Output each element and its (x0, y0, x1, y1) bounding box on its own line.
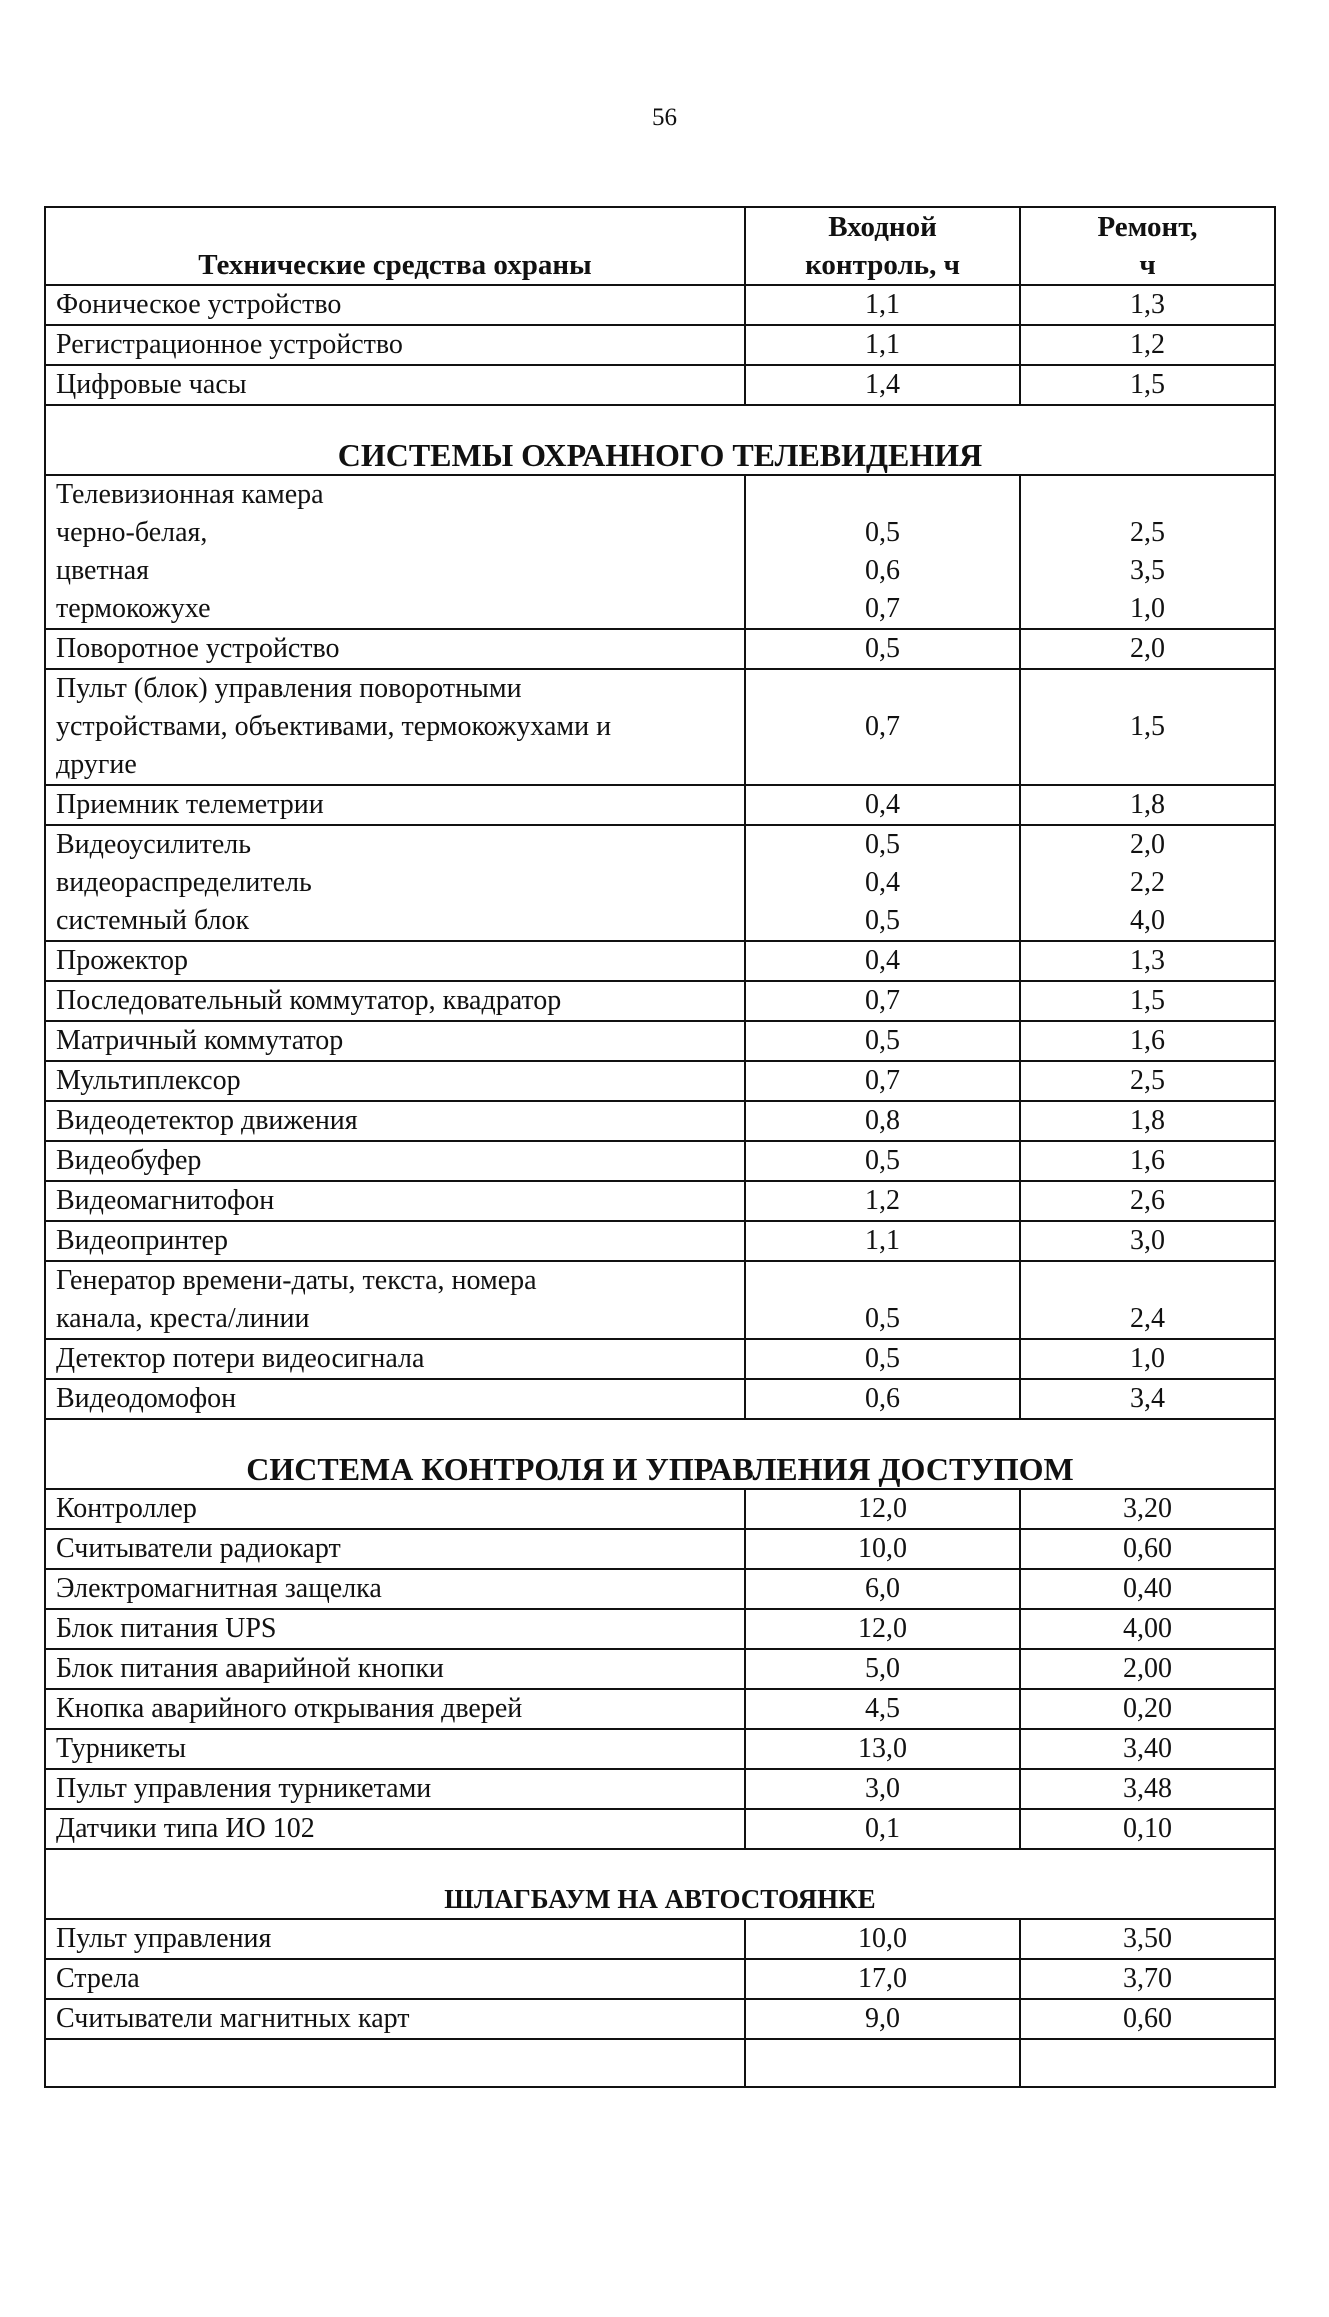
table-row (45, 1729, 1275, 1769)
equipment-name: Блок питания аварийной кнопки (45, 1649, 745, 1689)
empty-cell (745, 2039, 1020, 2087)
page-number: 56 (652, 104, 677, 131)
equipment-name: Генератор времени-даты, текста, номера канала, креста/линии (45, 1261, 745, 1339)
table-row (45, 1339, 1275, 1379)
repair-value: 3,48 (1020, 1769, 1275, 1809)
repair-value: 0,40 (1020, 1569, 1275, 1609)
input-control-value: 0,4 (745, 941, 1020, 981)
repair-value: 4,00 (1020, 1609, 1275, 1649)
table-row (45, 669, 1275, 785)
repair-value: 1,5 (1020, 669, 1275, 785)
section-title-cctv: СИСТЕМЫ ОХРАННОГО ТЕЛЕВИДЕНИЯ (45, 405, 1275, 475)
equipment-name: Телевизионная камера черно-белая, цветная термокожухе (45, 475, 745, 629)
repair-value: 0,20 (1020, 1689, 1275, 1729)
input-control-value: 0,7 (745, 669, 1020, 785)
section-row (45, 1419, 1275, 1489)
equipment-name: Регистрационное устройство (45, 325, 745, 365)
equipment-name: Видеобуфер (45, 1141, 745, 1181)
equipment-name: Пульт (блок) управления поворотными устройствами, объективами, термокожухами и другие (45, 669, 745, 785)
equipment-name: Детектор потери видеосигнала (45, 1339, 745, 1379)
equipment-name: Видеопринтер (45, 1221, 745, 1261)
table-row (45, 1261, 1275, 1339)
equipment-name: Фоническое устройство (45, 285, 745, 325)
repair-value: 1,6 (1020, 1021, 1275, 1061)
input-control-value: 1,1 (745, 285, 1020, 325)
equipment-name: Поворотное устройство (45, 629, 745, 669)
input-control-value: 9,0 (745, 1999, 1020, 2039)
equipment-name: Видеодомофон (45, 1379, 745, 1419)
table-row (45, 1689, 1275, 1729)
section-row (45, 1849, 1275, 1919)
input-control-value: 0,5 (745, 1141, 1020, 1181)
table-row (45, 325, 1275, 365)
input-control-value: 1,2 (745, 1181, 1020, 1221)
table-row (45, 1101, 1275, 1141)
table-row (45, 1999, 1275, 2039)
table-row (45, 1569, 1275, 1609)
table-row (45, 825, 1275, 941)
maintenance-norms-table (44, 206, 1276, 2088)
input-control-value: 1,1 (745, 1221, 1020, 1261)
input-control-value: 0,5 (745, 1339, 1020, 1379)
empty-cell (1020, 2039, 1275, 2087)
repair-value: 3,40 (1020, 1729, 1275, 1769)
input-control-value: 0,7 (745, 1061, 1020, 1101)
repair-value: 0,60 (1020, 1999, 1275, 2039)
input-control-value: 0,8 (745, 1101, 1020, 1141)
repair-value: 1,8 (1020, 785, 1275, 825)
table-row (45, 285, 1275, 325)
input-control-value: 10,0 (745, 1529, 1020, 1569)
table-row (45, 1181, 1275, 1221)
input-control-value: 0,5 0,4 0,5 (745, 825, 1020, 941)
equipment-name: Стрела (45, 1959, 745, 1999)
input-control-value: 10,0 (745, 1919, 1020, 1959)
table-row (45, 475, 1275, 629)
repair-value: 1,0 (1020, 1339, 1275, 1379)
equipment-name: Последовательный коммутатор, квадратор (45, 981, 745, 1021)
input-control-value: 0,1 (745, 1809, 1020, 1849)
repair-value: 2,5 (1020, 1061, 1275, 1101)
table-row (45, 1221, 1275, 1261)
input-control-value: 13,0 (745, 1729, 1020, 1769)
input-control-value: 0,5 0,6 0,7 (745, 475, 1020, 629)
input-control-value: 1,1 (745, 325, 1020, 365)
repair-value: 1,5 (1020, 365, 1275, 405)
table-row (45, 1919, 1275, 1959)
table-row (45, 1489, 1275, 1529)
equipment-name: Электромагнитная защелка (45, 1569, 745, 1609)
repair-value: 3,4 (1020, 1379, 1275, 1419)
equipment-name: Видеомагнитофон (45, 1181, 745, 1221)
equipment-name: Датчики типа ИО 102 (45, 1809, 745, 1849)
table-row (45, 785, 1275, 825)
input-control-value: 0,4 (745, 785, 1020, 825)
table-row-empty (45, 2039, 1275, 2087)
table-row (45, 1379, 1275, 1419)
input-control-value: 12,0 (745, 1489, 1020, 1529)
table-row (45, 1649, 1275, 1689)
table-row (45, 1021, 1275, 1061)
equipment-name: Пульт управления турникетами (45, 1769, 745, 1809)
input-control-value: 4,5 (745, 1689, 1020, 1729)
repair-value: 0,60 (1020, 1529, 1275, 1569)
input-control-value: 12,0 (745, 1609, 1020, 1649)
equipment-name: Видеоусилитель видеораспределитель системный блок (45, 825, 745, 941)
table-row (45, 629, 1275, 669)
equipment-name: Прожектор (45, 941, 745, 981)
table-row (45, 365, 1275, 405)
table-row (45, 1609, 1275, 1649)
equipment-name: Видеодетектор движения (45, 1101, 745, 1141)
equipment-name: Считыватели радиокарт (45, 1529, 745, 1569)
equipment-name: Приемник телеметрии (45, 785, 745, 825)
equipment-name: Матричный коммутатор (45, 1021, 745, 1061)
equipment-name: Турникеты (45, 1729, 745, 1769)
input-control-value: 3,0 (745, 1769, 1020, 1809)
repair-value: 3,50 (1020, 1919, 1275, 1959)
repair-value: 1,3 (1020, 941, 1275, 981)
header-input-control: Входной контроль, ч (745, 207, 1020, 285)
section-title-barrier: ШЛАГБАУМ НА АВТОСТОЯНКЕ (45, 1849, 1275, 1919)
repair-value: 2,0 2,2 4,0 (1020, 825, 1275, 941)
input-control-value: 17,0 (745, 1959, 1020, 1999)
equipment-name: Считыватели магнитных карт (45, 1999, 745, 2039)
repair-value: 3,20 (1020, 1489, 1275, 1529)
repair-value: 2,00 (1020, 1649, 1275, 1689)
repair-value: 2,4 (1020, 1261, 1275, 1339)
repair-value: 1,8 (1020, 1101, 1275, 1141)
section-title-access-control: СИСТЕМА КОНТРОЛЯ И УПРАВЛЕНИЯ ДОСТУПОМ (45, 1419, 1275, 1489)
table-row (45, 941, 1275, 981)
table-header-row (45, 207, 1275, 285)
repair-value: 1,3 (1020, 285, 1275, 325)
header-repair: Ремонт, ч (1020, 207, 1275, 285)
table-row (45, 1141, 1275, 1181)
input-control-value: 0,7 (745, 981, 1020, 1021)
table-row (45, 1959, 1275, 1999)
table-row (45, 1061, 1275, 1101)
equipment-name: Цифровые часы (45, 365, 745, 405)
section-row (45, 405, 1275, 475)
header-equipment: Технические средства охраны (45, 207, 745, 285)
input-control-value: 0,5 (745, 1261, 1020, 1339)
repair-value: 2,6 (1020, 1181, 1275, 1221)
empty-cell (45, 2039, 745, 2087)
equipment-name: Блок питания UPS (45, 1609, 745, 1649)
table-row (45, 981, 1275, 1021)
input-control-value: 0,5 (745, 629, 1020, 669)
input-control-value: 1,4 (745, 365, 1020, 405)
input-control-value: 0,5 (745, 1021, 1020, 1061)
equipment-name: Кнопка аварийного открывания дверей (45, 1689, 745, 1729)
repair-value: 3,70 (1020, 1959, 1275, 1999)
input-control-value: 0,6 (745, 1379, 1020, 1419)
repair-value: 0,10 (1020, 1809, 1275, 1849)
table-row (45, 1529, 1275, 1569)
input-control-value: 6,0 (745, 1569, 1020, 1609)
table-row (45, 1769, 1275, 1809)
input-control-value: 5,0 (745, 1649, 1020, 1689)
repair-value: 1,6 (1020, 1141, 1275, 1181)
repair-value: 2,0 (1020, 629, 1275, 669)
table-row (45, 1809, 1275, 1849)
equipment-name: Контроллер (45, 1489, 745, 1529)
repair-value: 3,0 (1020, 1221, 1275, 1261)
repair-value: 1,5 (1020, 981, 1275, 1021)
repair-value: 2,5 3,5 1,0 (1020, 475, 1275, 629)
equipment-name: Мультиплексор (45, 1061, 745, 1101)
equipment-name: Пульт управления (45, 1919, 745, 1959)
repair-value: 1,2 (1020, 325, 1275, 365)
